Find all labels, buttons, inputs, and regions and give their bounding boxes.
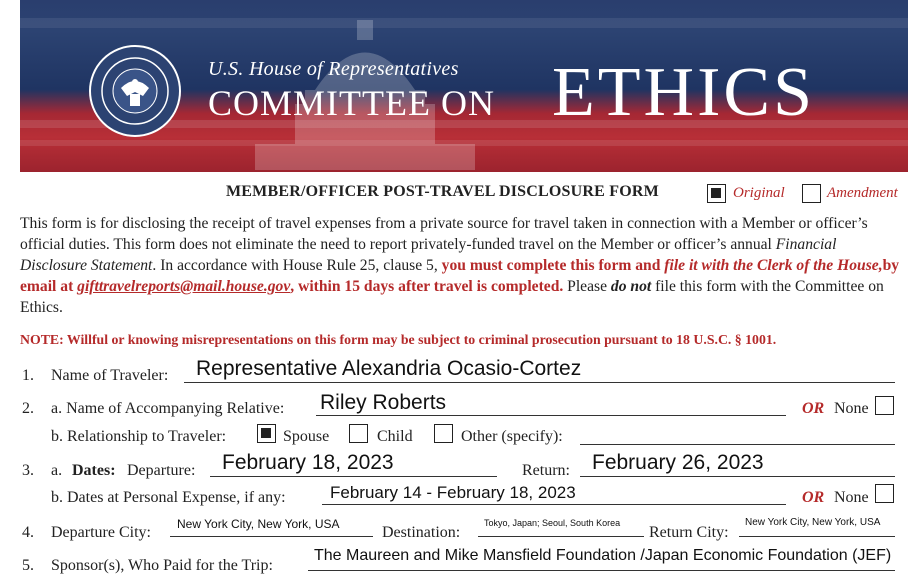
q5-number: 5. <box>22 557 34 574</box>
spouse-checkbox[interactable] <box>257 424 276 443</box>
intro-warning-text: , within 15 days after travel is completed. <box>290 278 564 295</box>
header-banner <box>20 0 908 172</box>
intro-fds-text: Financial Disclosure Statement <box>20 236 837 274</box>
or-label: OR <box>802 489 825 506</box>
q1-underline <box>184 382 895 383</box>
q3b-label: b. Dates at Personal Expense, if any: <box>51 489 286 506</box>
q5-underline <box>308 570 895 571</box>
q4-number: 4. <box>22 524 34 541</box>
spouse-label: Spouse <box>283 428 330 445</box>
q2b-label: b. Relationship to Traveler: <box>51 428 227 445</box>
intro-warning-text: you must complete this form and <box>441 257 665 274</box>
destination-label: Destination: <box>382 524 461 541</box>
none-label: None <box>834 489 869 506</box>
relative-name-field[interactable]: Riley Roberts <box>320 391 447 414</box>
other-specify-field[interactable] <box>580 444 895 445</box>
q1-number: 1. <box>22 367 34 384</box>
departure-city-field[interactable]: New York City, New York, USA <box>177 517 340 531</box>
none-label: None <box>834 400 869 417</box>
amendment-label: Amendment <box>827 185 898 201</box>
house-seal-icon <box>88 44 182 138</box>
form-title: MEMBER/OFFICER POST-TRAVEL DISCLOSURE FORM <box>226 183 659 200</box>
personal-expense-none-checkbox[interactable] <box>875 484 894 503</box>
original-label: Original <box>733 185 785 201</box>
banner-subtitle: U.S. House of Representatives <box>208 58 459 80</box>
q5-label: Sponsor(s), Who Paid for the Trip: <box>51 557 273 574</box>
other-label: Other (specify): <box>461 428 563 445</box>
child-label: Child <box>377 428 413 445</box>
intro-text: This form is for disclosing the receipt of travel expenses from a private source for travel taken in connection with a Member or officer’s official duties. This form does not eliminate the need to report privately-funded travel on the Member or officer’s annual <box>20 215 868 253</box>
relative-none-checkbox[interactable] <box>875 396 894 415</box>
destination-field[interactable]: Tokyo, Japan; Seoul, South Korea <box>484 518 621 528</box>
intro-text: file this form with the Committee on Ethics. <box>20 278 884 316</box>
personal-expense-dates-field[interactable]: February 14 - February 18, 2023 <box>330 483 576 502</box>
departure-date-field[interactable]: February 18, 2023 <box>222 451 394 474</box>
or-label: OR <box>802 400 825 417</box>
amendment-checkbox[interactable] <box>802 184 821 203</box>
q3a-prefix: a. <box>51 462 63 479</box>
child-checkbox[interactable] <box>349 424 368 443</box>
q3a-dates-label: Dates: <box>72 462 116 479</box>
q3b-underline <box>322 504 786 505</box>
return-date-field[interactable]: February 26, 2023 <box>592 451 764 474</box>
return-city-underline <box>739 536 895 537</box>
sponsor-field[interactable]: The Maureen and Mike Mansfield Foundation /Japan Economic Foundation (JEF) <box>314 547 892 564</box>
email-link[interactable]: gifttravelreports@mail.house.gov <box>77 278 291 295</box>
intro-warning-text: by email at <box>20 257 900 295</box>
traveler-name-field[interactable]: Representative Alexandria Ocasio-Cortez <box>196 357 582 380</box>
banner-title: COMMITTEE ON <box>208 83 495 123</box>
return-city-label: Return City: <box>649 524 729 541</box>
intro-paragraph <box>20 213 904 318</box>
intro-do-not: do not <box>610 278 652 295</box>
intro-warning-italic: file it with the Clerk of the House, <box>664 257 883 274</box>
q2a-underline <box>316 415 786 416</box>
q3-number: 3. <box>22 462 34 479</box>
intro-text: . In accordance with House Rule 25, clause 5, <box>152 257 442 274</box>
other-checkbox[interactable] <box>434 424 453 443</box>
return-underline <box>580 476 895 477</box>
q4-label: Departure City: <box>51 524 151 541</box>
q2a-label: a. Name of Accompanying Relative: <box>51 400 285 417</box>
departure-label: Departure: <box>127 462 196 479</box>
departure-underline <box>210 476 497 477</box>
q1-label: Name of Traveler: <box>51 367 169 384</box>
return-label: Return: <box>522 462 570 479</box>
q2-number: 2. <box>22 400 34 417</box>
legal-note: NOTE: Willful or knowing misrepresentations on this form may be subject to criminal prosecution pursuant to 18 U.S.C. § 1001. <box>20 332 777 347</box>
destination-underline <box>478 536 644 537</box>
original-checkbox[interactable] <box>707 184 726 203</box>
return-city-field[interactable]: New York City, New York, USA <box>745 517 881 528</box>
intro-text: Please <box>563 278 611 295</box>
departure-city-underline <box>170 536 373 537</box>
banner-title-ethics: ETHICS <box>552 54 815 131</box>
